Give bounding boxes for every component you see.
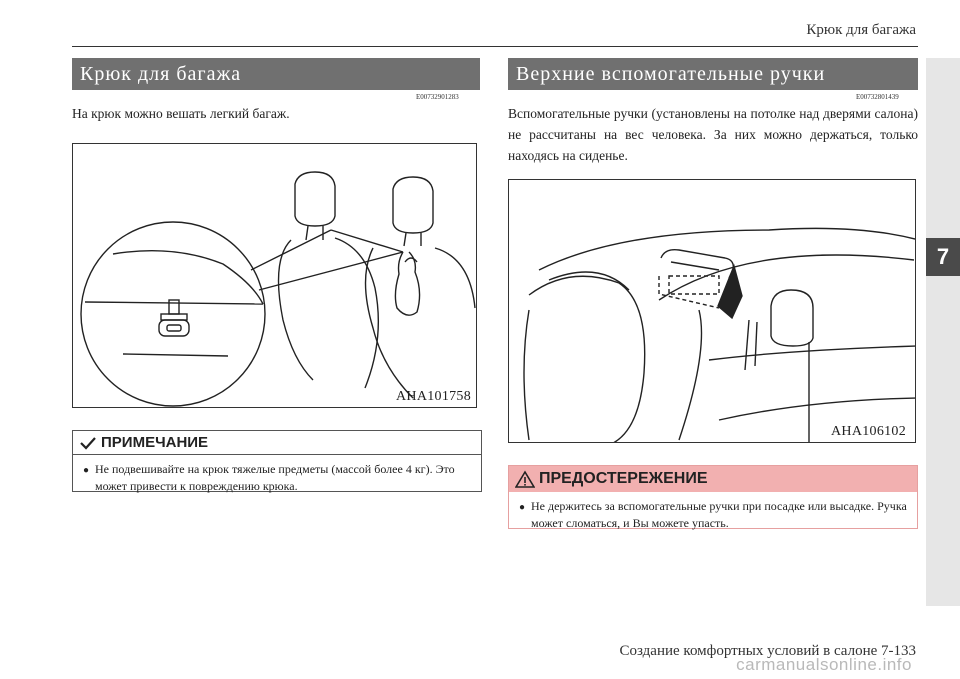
- warning-heading: ПРЕДОСТЕРЕЖЕНИЕ: [539, 470, 708, 487]
- chapter-number: 7: [926, 238, 960, 276]
- note-box: [72, 430, 482, 492]
- assist-grip-illustration: [509, 180, 916, 443]
- page-footer: Создание комфортных условий в салоне 7-133: [619, 643, 916, 659]
- assist-grips-paragraph: Вспомогательные ручки (установлены на потолке над дверями салона) не рассчитаны на вес человека. За них можно держаться, только находясь на сиденье.: [508, 106, 918, 163]
- note-text: Не подвешивайте на крюк тяжелые предметы (массой более 4 кг). Это может привести к повреждению крюка.: [95, 462, 455, 493]
- luggage-hook-illustration: [73, 144, 477, 408]
- section-code: E00732901283: [416, 93, 459, 101]
- luggage-hook-figure: [72, 143, 477, 408]
- note-header: [73, 431, 481, 455]
- warning-header: [509, 466, 917, 492]
- assist-grip-figure: [508, 179, 916, 443]
- warning-text: Не держитесь за вспомогательные ручки при посадке или высадке. Ручка может сломаться, и Вы можете упасть.: [531, 499, 907, 530]
- bullet-icon: ●: [83, 465, 90, 476]
- bullet-icon: ●: [519, 502, 526, 513]
- chapter-side-tab: [926, 58, 960, 606]
- section-title-luggage-hook: Крюк для багажа: [72, 58, 480, 90]
- section-code: E00732801439: [856, 93, 899, 101]
- figure-label: AHA101758: [396, 389, 472, 404]
- watermark: carmanualsonline.info: [736, 655, 912, 674]
- figure-label: AHA106102: [831, 424, 907, 439]
- section-title-assist-grips: Верхние вспомогательные ручки: [508, 58, 918, 90]
- running-header: Крюк для багажа: [806, 22, 916, 38]
- note-heading: ПРИМЕЧАНИЕ: [101, 434, 209, 451]
- warning-triangle-icon: [515, 470, 535, 488]
- warning-box: [508, 465, 918, 529]
- note-item: [73, 455, 481, 501]
- header-rule: [72, 46, 918, 47]
- luggage-hook-paragraph: На крюк можно вешать легкий багаж.: [72, 106, 290, 121]
- warning-item: [509, 492, 917, 538]
- check-icon: [79, 436, 97, 450]
